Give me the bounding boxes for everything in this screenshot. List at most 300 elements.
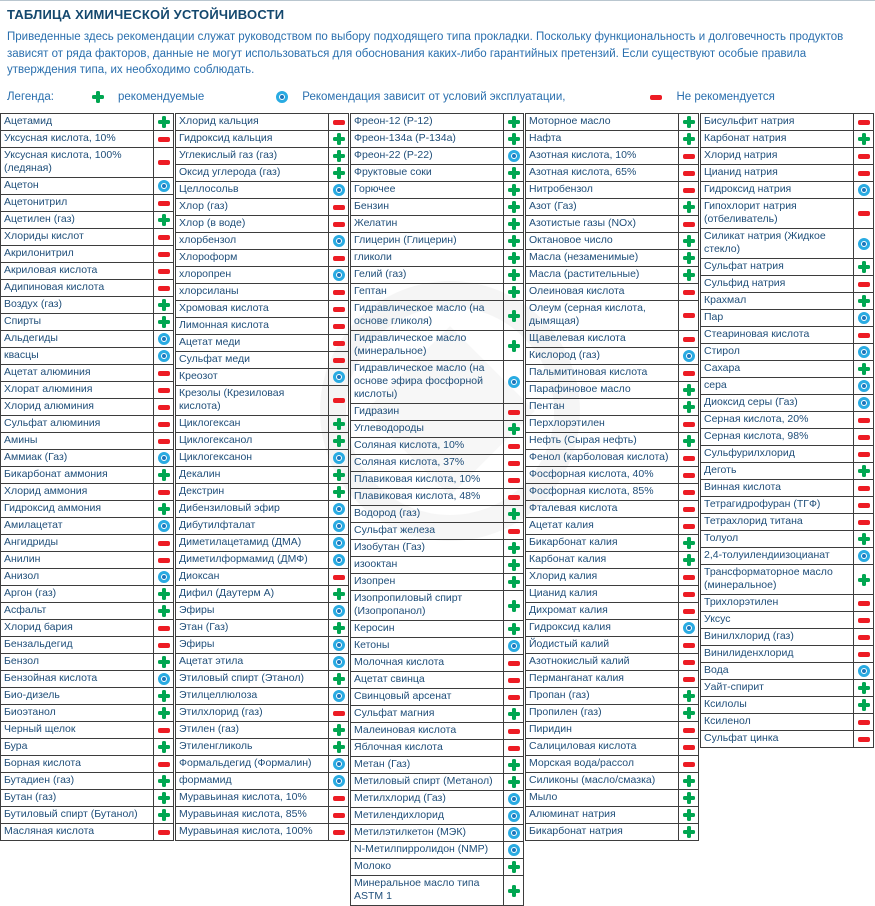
table-row: [351, 740, 523, 757]
status-cell: [329, 535, 348, 551]
status-cell: [854, 595, 873, 611]
minus-icon: [333, 290, 345, 295]
minus-icon: [858, 737, 870, 742]
table-row: [526, 450, 698, 467]
status-cell: [854, 293, 873, 309]
status-cell: [854, 276, 873, 292]
table-row: [351, 421, 523, 438]
plus-icon: [158, 707, 170, 719]
status-cell: [329, 199, 348, 215]
minus-icon: [158, 626, 170, 631]
minus-icon: [508, 529, 520, 534]
minus-icon: [683, 456, 695, 461]
table-row: [701, 629, 873, 646]
plus-icon: [508, 559, 520, 571]
plus-icon: [683, 116, 695, 128]
status-cell: [329, 467, 348, 483]
status-cell: [154, 637, 173, 653]
chemical-name: Керосин: [351, 621, 504, 637]
minus-icon: [158, 541, 170, 546]
table-row: [526, 382, 698, 399]
chemical-name: Фосфорная кислота, 40%: [526, 467, 679, 483]
table-row: [701, 165, 873, 182]
status-cell: [154, 297, 173, 313]
status-cell: [679, 569, 698, 585]
circle-icon: [508, 376, 520, 388]
table-row: [701, 199, 873, 229]
plus-icon: [508, 623, 520, 635]
status-cell: [854, 531, 873, 547]
status-cell: [504, 621, 523, 637]
minus-icon: [508, 746, 520, 751]
status-cell: [154, 433, 173, 449]
chemical-name: Хлорид аммония: [1, 484, 154, 500]
status-cell: [504, 165, 523, 181]
plus-icon: [508, 286, 520, 298]
chemical-name: Асфальт: [1, 603, 154, 619]
minus-icon: [158, 269, 170, 274]
table-row: [526, 148, 698, 165]
chemical-name: Фреон-12 (P-12): [351, 114, 504, 130]
legend-item-recommended: [92, 91, 204, 103]
chemical-name: Этиловый спирт (Этанол): [176, 671, 329, 687]
chemical-name: Ангидриды: [1, 535, 154, 551]
minus-icon: [333, 307, 345, 312]
table-row: [176, 148, 348, 165]
minus-icon: [683, 313, 695, 318]
plus-icon: [508, 116, 520, 128]
table-row: [701, 429, 873, 446]
plus-icon: [158, 775, 170, 787]
table-row: [701, 663, 873, 680]
chemical-name: Трансформаторное масло (минеральное): [701, 565, 854, 594]
chemical-name: Формальдегид (Формалин): [176, 756, 329, 772]
chemical-name: Акриловая кислота: [1, 263, 154, 279]
chemical-name: изооктан: [351, 557, 504, 573]
circle-icon: [858, 397, 870, 409]
status-cell: [154, 671, 173, 687]
table-row: [1, 773, 173, 790]
chemical-name: Крезолы (Крезиловая кислота): [176, 386, 329, 415]
table-row: [176, 790, 348, 807]
minus-icon: [683, 490, 695, 495]
minus-icon: [158, 762, 170, 767]
circle-icon: [333, 371, 345, 383]
chemical-name: квасцы: [1, 348, 154, 364]
table-row: [1, 484, 173, 501]
status-cell: [154, 790, 173, 806]
chemical-name: Бикарбонат натрия: [526, 824, 679, 840]
table-row: [351, 791, 523, 808]
plus-icon: [683, 384, 695, 396]
table-row: [701, 446, 873, 463]
chemical-name: Перхлорэтилен: [526, 416, 679, 432]
minus-icon: [333, 120, 345, 125]
table-row: [1, 399, 173, 416]
circle-icon: [508, 827, 520, 839]
chemical-name: Ацетат меди: [176, 335, 329, 351]
status-cell: [679, 688, 698, 704]
legend-item-conditional: [276, 91, 565, 103]
status-cell: [504, 506, 523, 522]
status-cell: [679, 114, 698, 130]
chemical-name: Крахмал: [701, 293, 854, 309]
plus-icon: [508, 776, 520, 788]
chemical-name: Метилендихлорид: [351, 808, 504, 824]
minus-icon: [333, 324, 345, 329]
chemical-name: Азотнокислый калий: [526, 654, 679, 670]
plus-icon: [508, 861, 520, 873]
chemical-name: Воздух (газ): [1, 297, 154, 313]
table-row: [176, 824, 348, 841]
minus-icon: [158, 558, 170, 563]
plus-icon: [158, 656, 170, 668]
status-cell: [679, 484, 698, 500]
table-row: [1, 790, 173, 807]
chemical-name: Гипохлорит натрия (отбеливатель): [701, 199, 854, 228]
minus-icon: [508, 444, 520, 449]
table-row: [176, 688, 348, 705]
status-cell: [329, 807, 348, 823]
status-cell: [679, 637, 698, 653]
table-row: [526, 365, 698, 382]
chemical-name: Салициловая кислота: [526, 739, 679, 755]
plus-icon: [508, 423, 520, 435]
table-row: [1, 114, 173, 131]
status-cell: [154, 484, 173, 500]
minus-icon: [683, 524, 695, 529]
chemical-name: Олеиновая кислота: [526, 284, 679, 300]
chemical-name: Углеводороды: [351, 421, 504, 437]
table-row: [1, 246, 173, 263]
chemical-name: Муравьиная кислота, 100%: [176, 824, 329, 840]
table-row: [176, 603, 348, 620]
chemical-name: Фосфорная кислота, 85%: [526, 484, 679, 500]
circle-icon: [333, 235, 345, 247]
chemical-name: Био-дизель: [1, 688, 154, 704]
status-cell: [504, 723, 523, 739]
status-cell: [679, 250, 698, 266]
table-row: [701, 497, 873, 514]
chemical-name: Бензальдегид: [1, 637, 154, 653]
table-row: [701, 310, 873, 327]
status-cell: [679, 199, 698, 215]
table-row: [526, 535, 698, 552]
chemical-name: гликоли: [351, 250, 504, 266]
plus-icon: [683, 809, 695, 821]
chemical-name: Нафта: [526, 131, 679, 147]
table-row: [701, 565, 873, 595]
status-cell: [854, 412, 873, 428]
table-row: [176, 352, 348, 369]
chemical-name: Дифил (Даутерм А): [176, 586, 329, 602]
minus-icon: [683, 222, 695, 227]
minus-icon: [683, 171, 695, 176]
plus-icon: [158, 690, 170, 702]
status-cell: [504, 182, 523, 198]
minus-icon: [508, 729, 520, 734]
table-row: [351, 757, 523, 774]
circle-icon: [508, 844, 520, 856]
plus-icon: [858, 465, 870, 477]
chemical-name: Свинцовый арсенат: [351, 689, 504, 705]
table-row: [1, 148, 173, 178]
status-cell: [154, 603, 173, 619]
chemical-name: Гидроксид аммония: [1, 501, 154, 517]
plus-icon: [333, 167, 345, 179]
status-cell: [679, 284, 698, 300]
status-cell: [679, 552, 698, 568]
minus-icon: [508, 678, 520, 683]
chemical-name: Креозот: [176, 369, 329, 385]
plus-icon: [683, 133, 695, 145]
table-row: [1, 620, 173, 637]
minus-icon: [858, 120, 870, 125]
table-row: [351, 506, 523, 523]
chemical-name: Ацетилен (газ): [1, 212, 154, 228]
plus-icon: [858, 133, 870, 145]
chemical-name: хлорсиланы: [176, 284, 329, 300]
minus-icon: [683, 154, 695, 159]
status-cell: [679, 722, 698, 738]
table-row: [526, 637, 698, 654]
minus-icon: [858, 282, 870, 287]
plus-icon: [508, 252, 520, 264]
status-cell: [504, 557, 523, 573]
chemical-name: Бутиловый спирт (Бутанол): [1, 807, 154, 823]
status-cell: [504, 672, 523, 688]
chemical-name: Гептан: [351, 284, 504, 300]
circle-icon: [858, 312, 870, 324]
chemical-name: Черный щелок: [1, 722, 154, 738]
chemical-name: Вода: [701, 663, 854, 679]
minus-icon: [683, 728, 695, 733]
minus-icon: [508, 495, 520, 500]
table-row: [526, 688, 698, 705]
minus-icon: [158, 643, 170, 648]
table-row: [1, 586, 173, 603]
chemical-name: Фреон-134а (P-134а): [351, 131, 504, 147]
circle-icon: [333, 452, 345, 464]
chemical-name: Уксус: [701, 612, 854, 628]
chemical-name: Анилин: [1, 552, 154, 568]
minus-icon: [858, 211, 870, 216]
status-cell: [329, 739, 348, 755]
chemical-name: хлорбензол: [176, 233, 329, 249]
status-cell: [154, 195, 173, 211]
plus-icon: [333, 741, 345, 753]
table-row: [176, 416, 348, 433]
table-row: [351, 706, 523, 723]
circle-icon: [333, 656, 345, 668]
chemical-name: Уксусная кислота, 100% (ледяная): [1, 148, 154, 177]
plus-icon: [858, 363, 870, 375]
table-row: [1, 433, 173, 450]
chemical-name: Изобутан (Газ): [351, 540, 504, 556]
status-cell: [854, 548, 873, 564]
minus-icon: [858, 503, 870, 508]
table-row: [351, 876, 523, 906]
status-cell: [504, 250, 523, 266]
table-row: [351, 774, 523, 791]
table-row: [1, 501, 173, 518]
chemical-name: Метиловый спирт (Метанол): [351, 774, 504, 790]
minus-icon: [858, 652, 870, 657]
page-header: [0, 1, 875, 103]
circle-icon: [858, 665, 870, 677]
status-cell: [329, 301, 348, 317]
table-row: [176, 705, 348, 722]
table-row: [351, 621, 523, 638]
chemical-name: Азотистые газы (NOx): [526, 216, 679, 232]
table-row: [701, 344, 873, 361]
table-row: [176, 552, 348, 569]
chemical-name: Мыло: [526, 790, 679, 806]
status-cell: [854, 463, 873, 479]
status-cell: [504, 540, 523, 556]
chemical-name: Пар: [701, 310, 854, 326]
table-row: [176, 484, 348, 501]
chemical-name: Уксусная кислота, 10%: [1, 131, 154, 147]
chemical-name: Лимонная кислота: [176, 318, 329, 334]
plus-icon: [158, 116, 170, 128]
chemical-name: Хлор (в воде): [176, 216, 329, 232]
status-cell: [504, 757, 523, 773]
status-cell: [154, 569, 173, 585]
status-cell: [329, 501, 348, 517]
chemical-name: 2,4-толуилендиизоцианат: [701, 548, 854, 564]
table-row: [351, 199, 523, 216]
table-row: [701, 276, 873, 293]
status-cell: [329, 318, 348, 334]
minus-icon: [683, 337, 695, 342]
status-cell: [154, 280, 173, 296]
chemical-name: Перманганат калия: [526, 671, 679, 687]
chemical-name: Углекислый газ (газ): [176, 148, 329, 164]
circle-icon: [333, 520, 345, 532]
circle-icon: [333, 269, 345, 281]
status-cell: [504, 114, 523, 130]
table-row: [701, 412, 873, 429]
minus-icon: [683, 660, 695, 665]
table-row: [526, 586, 698, 603]
status-cell: [504, 284, 523, 300]
table-row: [1, 637, 173, 654]
table-row: [701, 131, 873, 148]
table-row: [351, 131, 523, 148]
table-row: [1, 739, 173, 756]
chemical-name: Муравьиная кислота, 10%: [176, 790, 329, 806]
minus-icon: [333, 205, 345, 210]
table-row: [351, 284, 523, 301]
status-cell: [329, 705, 348, 721]
circle-icon: [158, 333, 170, 345]
circle-icon: [276, 91, 288, 103]
chemical-name: Декстрин: [176, 484, 329, 500]
circle-icon: [508, 810, 520, 822]
chemical-name: Амины: [1, 433, 154, 449]
status-cell: [329, 620, 348, 636]
status-cell: [504, 876, 523, 905]
plus-icon: [683, 707, 695, 719]
status-cell: [504, 825, 523, 841]
chemical-name: Желатин: [351, 216, 504, 232]
plus-icon: [858, 574, 870, 586]
chemical-name: Аммиак (Газ): [1, 450, 154, 466]
table-row: [526, 301, 698, 331]
minus-icon: [508, 661, 520, 666]
chemical-name: Изопрен: [351, 574, 504, 590]
minus-icon: [683, 609, 695, 614]
table-row: [1, 416, 173, 433]
chemical-name: Винилиденхлорид: [701, 646, 854, 662]
status-cell: [329, 233, 348, 249]
table-row: [1, 824, 173, 841]
status-cell: [154, 229, 173, 245]
table-row: [176, 250, 348, 267]
status-cell: [679, 501, 698, 517]
status-cell: [504, 233, 523, 249]
table-row: [1, 535, 173, 552]
status-cell: [679, 705, 698, 721]
status-cell: [679, 790, 698, 806]
status-cell: [679, 535, 698, 551]
table-row: [176, 756, 348, 773]
chemical-name: Силикат натрия (Жидкое стекло): [701, 229, 854, 258]
chemical-name: Ацетат калия: [526, 518, 679, 534]
status-cell: [504, 740, 523, 756]
plus-icon: [683, 554, 695, 566]
status-cell: [504, 523, 523, 539]
status-cell: [154, 501, 173, 517]
table-row: [526, 433, 698, 450]
chemical-name: Гидразин: [351, 404, 504, 420]
chemical-name: Минеральное масло типа ASTM 1: [351, 876, 504, 905]
chemical-name: Ацетат этила: [176, 654, 329, 670]
table-row: [351, 331, 523, 361]
status-cell: [679, 131, 698, 147]
chemical-name: Этилен (газ): [176, 722, 329, 738]
minus-icon: [683, 507, 695, 512]
chemical-name: Этилцеллюлоза: [176, 688, 329, 704]
minus-icon: [333, 256, 345, 261]
status-cell: [329, 484, 348, 500]
status-cell: [854, 714, 873, 730]
table-row: [526, 569, 698, 586]
status-cell: [854, 327, 873, 343]
chemical-name: Гидроксид калия: [526, 620, 679, 636]
table-row: [526, 165, 698, 182]
table-row: [701, 148, 873, 165]
status-cell: [329, 250, 348, 266]
table-row: [701, 697, 873, 714]
status-cell: [329, 131, 348, 147]
chemical-name: Диоксид серы (Газ): [701, 395, 854, 411]
status-cell: [854, 131, 873, 147]
status-cell: [854, 344, 873, 360]
chemical-name: Азот (Газ): [526, 199, 679, 215]
chemical-name: Хромовая кислота: [176, 301, 329, 317]
chemical-name: Плавиковая кислота, 48%: [351, 489, 504, 505]
table-row: [526, 399, 698, 416]
chemical-name: Ксиленол: [701, 714, 854, 730]
table-row: [526, 233, 698, 250]
status-cell: [154, 739, 173, 755]
chemical-name: Сульфат магния: [351, 706, 504, 722]
table-row: [526, 671, 698, 688]
status-cell: [329, 165, 348, 181]
table-row: [351, 638, 523, 655]
